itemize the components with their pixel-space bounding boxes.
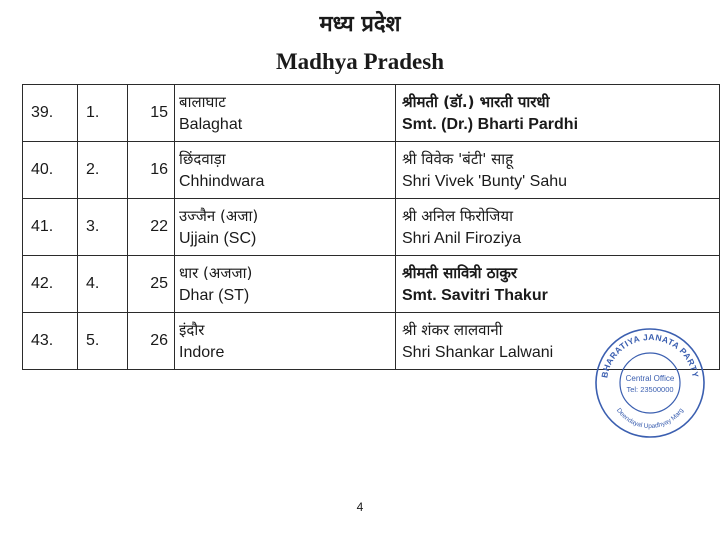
constituency-cell — [175, 313, 396, 370]
constituency-number: 25 — [128, 256, 175, 313]
candidate-name-hindi: श्री शंकर लालवानी — [402, 321, 503, 339]
constituency-cell — [175, 85, 396, 142]
candidate-name-english: Shri Shankar Lalwani — [402, 344, 554, 361]
state-serial-number: 4. — [78, 256, 128, 313]
constituency-cell — [175, 142, 396, 199]
candidate-name-hindi: श्रीमती (डॉ.) भारती पारधी — [402, 93, 550, 111]
candidate-name-english: Smt. Savitri Thakur — [402, 287, 548, 304]
constituency-cell — [175, 256, 396, 313]
constituency-number: 22 — [128, 199, 175, 256]
page-title-hindi: मध्य प्रदेश — [319, 12, 401, 37]
state-serial-number: 3. — [78, 199, 128, 256]
constituency-name-english: Chhindwara — [179, 173, 265, 190]
serial-number: 43. — [23, 313, 78, 370]
state-serial-number: 1. — [78, 85, 128, 142]
constituency-name-english: Ujjain (SC) — [179, 230, 257, 247]
table-row — [23, 85, 720, 142]
candidate-name-english: Smt. (Dr.) Bharti Pardhi — [402, 116, 579, 133]
constituency-number: 16 — [128, 142, 175, 199]
table-row — [23, 142, 720, 199]
constituency-name-english: Balaghat — [179, 116, 243, 133]
office-seal-stamp — [593, 326, 707, 440]
page-number: 4 — [356, 500, 364, 514]
constituency-number: 26 — [128, 313, 175, 370]
constituency-number: 15 — [128, 85, 175, 142]
state-serial-number: 2. — [78, 142, 128, 199]
candidate-name-hindi: श्री विवेक 'बंटी' साहू — [402, 150, 514, 168]
serial-number: 42. — [23, 256, 78, 313]
constituency-name-hindi: धार (अजजा) — [179, 264, 253, 282]
table-row — [23, 256, 720, 313]
seal-outer-ring — [596, 329, 704, 437]
candidate-cell — [396, 199, 720, 256]
candidate-cell — [396, 256, 720, 313]
candidate-cell — [396, 85, 720, 142]
candidate-name-english: Shri Anil Firoziya — [402, 230, 522, 247]
constituency-name-hindi: बालाघाट — [179, 93, 226, 111]
page-title-english: Madhya Pradesh — [275, 49, 445, 74]
serial-number: 39. — [23, 85, 78, 142]
constituency-name-english: Dhar (ST) — [179, 287, 250, 304]
constituency-name-hindi: छिंदवाड़ा — [179, 150, 226, 168]
candidate-cell — [396, 142, 720, 199]
serial-number: 40. — [23, 142, 78, 199]
constituency-name-hindi: उज्जैन (अजा) — [179, 207, 259, 225]
seal-center-line2: Tel: 23500000 — [626, 385, 674, 394]
seal-center-line1: Central Office — [625, 374, 675, 383]
constituency-name-english: Indore — [179, 344, 225, 361]
seal-inner-ring — [620, 353, 680, 413]
candidate-name-hindi: श्रीमती सावित्री ठाकुर — [402, 264, 518, 282]
state-serial-number: 5. — [78, 313, 128, 370]
constituency-name-hindi: इंदौर — [179, 321, 205, 339]
constituency-cell — [175, 199, 396, 256]
seal-top-text: BHARATIYA JANATA PARTY — [599, 331, 701, 379]
serial-number: 41. — [23, 199, 78, 256]
seal-bottom-text: Deendayal Upadhyay Marg — [614, 407, 686, 431]
table-row — [23, 199, 720, 256]
candidate-name-hindi: श्री अनिल फिरोजिया — [402, 207, 513, 225]
candidate-name-english: Shri Vivek 'Bunty' Sahu — [402, 173, 568, 190]
